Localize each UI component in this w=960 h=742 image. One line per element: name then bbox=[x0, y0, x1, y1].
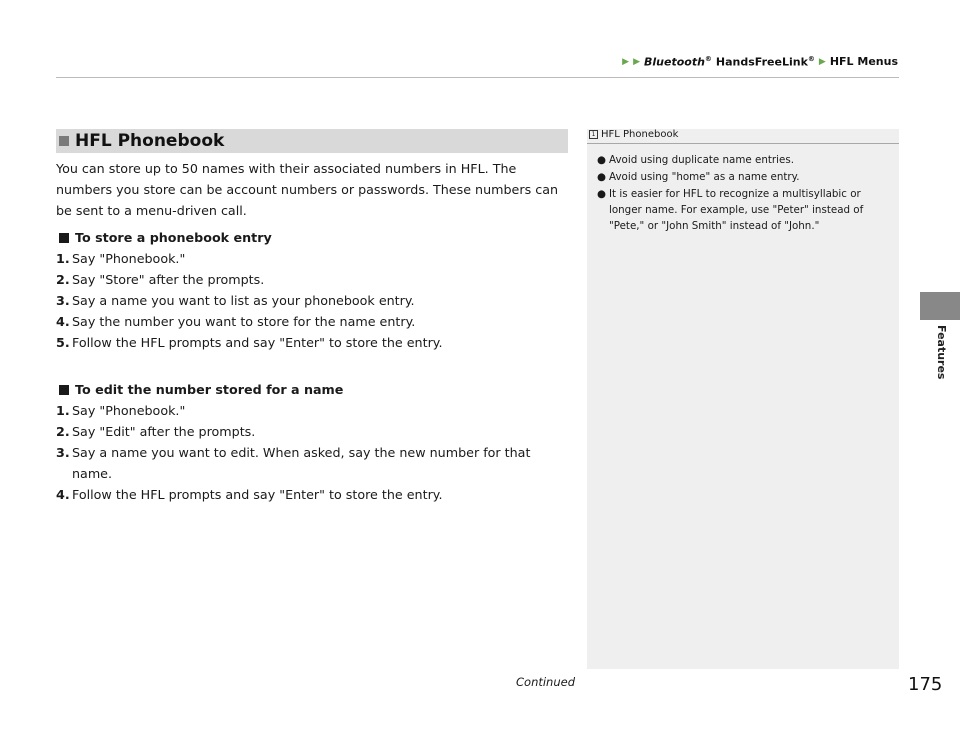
breadcrumb-bluetooth[interactable]: Bluetooth® bbox=[644, 55, 712, 69]
main-content bbox=[56, 158, 568, 505]
side-notes-panel bbox=[587, 129, 899, 669]
intro-paragraph: You can store up to 50 names with their associated numbers in HFL. The numbers you store can be account numbers or passwords. These numbers can be sent to a menu-driven call. bbox=[56, 161, 559, 218]
breadcrumb-hfl-menus[interactable]: HFL Menus bbox=[829, 55, 898, 69]
step-item: 2. Say "Edit" after the prompts. bbox=[56, 424, 256, 439]
store-heading-text: To store a phonebook entry bbox=[75, 230, 272, 245]
arrow-right-icon: ▶ bbox=[818, 56, 826, 67]
breadcrumb-handsfreelink[interactable]: HandsFreeLink® bbox=[715, 55, 815, 69]
breadcrumb bbox=[622, 55, 898, 69]
bullet-icon: ● bbox=[597, 171, 606, 183]
side-notes-list bbox=[587, 152, 899, 234]
arrow-right-icon: ▶ bbox=[633, 56, 640, 67]
header-divider bbox=[56, 77, 899, 78]
step-item: 5. Follow the HFL prompts and say "Enter" to store the entry. bbox=[56, 335, 443, 350]
edit-entry-heading bbox=[56, 379, 568, 400]
step-item: 3. Say a name you want to edit. When asked, say the new number for that name. bbox=[56, 445, 531, 481]
reference-icon: 1 bbox=[589, 130, 598, 139]
square-icon bbox=[59, 385, 69, 395]
step-item: 2. Say "Store" after the prompts. bbox=[56, 272, 265, 287]
features-tab-label: Features bbox=[935, 325, 948, 380]
section-title: HFL Phonebook bbox=[75, 131, 225, 151]
page-number: 175 bbox=[908, 674, 943, 695]
bullet-icon: ● bbox=[597, 188, 606, 200]
square-icon bbox=[59, 136, 69, 146]
arrow-right-icon: ▶ bbox=[622, 56, 630, 67]
step-item: 3. Say a name you want to list as your phonebook entry. bbox=[56, 293, 415, 308]
edit-heading-text: To edit the number stored for a name bbox=[75, 382, 344, 397]
step-item: 4. Follow the HFL prompts and say "Enter" to store the entry. bbox=[56, 487, 443, 502]
list-item: ● Avoid using duplicate name entries. bbox=[597, 154, 794, 166]
features-tab-marker bbox=[920, 292, 960, 320]
list-item: ● Avoid using "home" as a name entry. bbox=[597, 171, 800, 183]
store-entry-heading bbox=[56, 227, 568, 248]
step-item: 1. Say "Phonebook." bbox=[56, 251, 186, 266]
continued-label: Continued bbox=[516, 675, 576, 689]
list-item: ● It is easier for HFL to recognize a multisyllabic or longer name. For example, use "Peter" instead of "Pete," or "John Smith" instead of "John." bbox=[597, 188, 864, 232]
bullet-icon: ● bbox=[597, 154, 606, 166]
step-item: 4. Say the number you want to store for the name entry. bbox=[56, 314, 416, 329]
side-notes-heading[interactable]: 1 HFL Phonebook bbox=[587, 129, 899, 144]
square-icon bbox=[59, 233, 69, 243]
section-header bbox=[56, 129, 568, 153]
step-item: 1. Say "Phonebook." bbox=[56, 403, 186, 418]
